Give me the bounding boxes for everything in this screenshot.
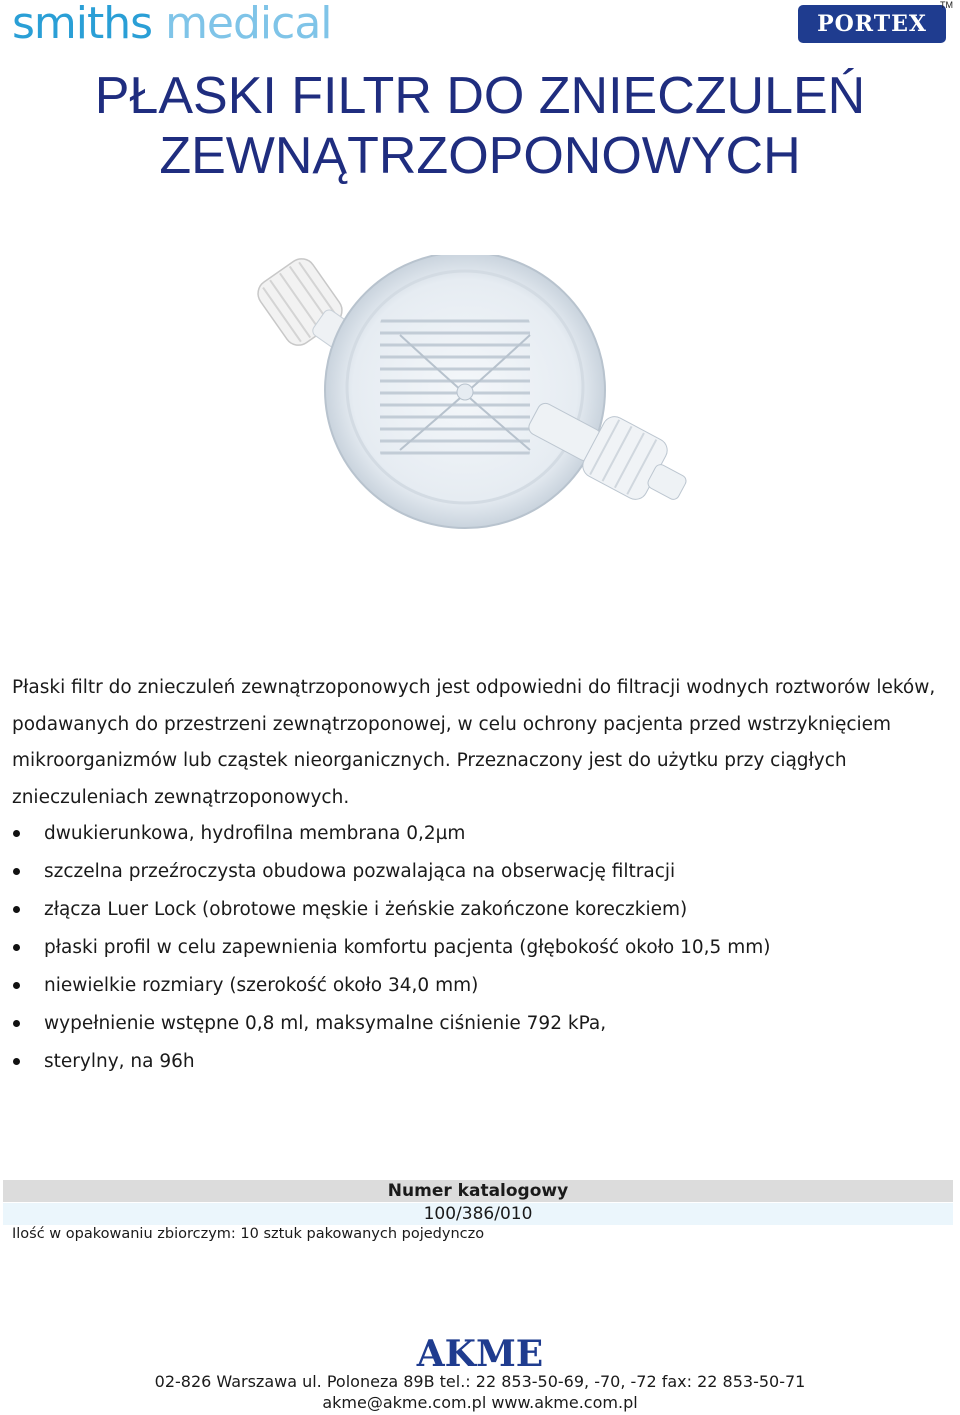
bullet-icon [13,1020,20,1027]
list-item [12,891,947,929]
list-item [12,967,947,1005]
feature-text: sterylny, na 96h [44,1051,195,1072]
feature-text: złącza Luer Lock (obrotowe męskie i żeńskie zakończone koreczkiem) [44,899,688,920]
list-item [12,929,947,967]
feature-text: wypełnienie wstępne 0,8 ml, maksymalne ciśnienie 792 kPa, [44,1013,607,1034]
catalog-number-value: 100/386/010 [3,1203,953,1225]
filter-disc-icon [325,255,605,528]
bullet-icon [13,868,20,875]
footer-contact: akme@akme.com.pl www.akme.com.pl [322,1393,638,1412]
title-line-2: ZEWNĄTRZOPONOWYCH [159,127,801,185]
bullet-icon [13,982,20,989]
feature-text: dwukierunkowa, hydrofilna membrana 0,2µm [44,823,466,844]
bullet-icon [13,1058,20,1065]
feature-list [12,815,947,1081]
portex-logo: PORTEX [798,5,946,43]
list-item [12,853,947,891]
smiths-medical-logo [12,0,332,49]
catalog-number-header: Numer katalogowy [3,1180,953,1202]
product-image [230,255,700,555]
title-line-1: PŁASKI FILTR DO ZNIECZULEŃ [94,67,866,125]
trademark-mark: TM [940,0,953,10]
feature-text: szczelna przeźroczysta obudowa pozwalająca na obserwację filtracji [44,861,676,882]
product-description: Płaski filtr do znieczuleń zewnątrzoponowych jest odpowiedni do filtracji wodnych roztworów leków, podawanych do przestrzeni zewnątrzoponowej, w celu ochrony pacjenta przed wstrzyknięciem mikroorganizmów lub cząstek nieorganicznych. Przeznaczony jest do użytku przy ciągłych znieczuleniach zewnątrzoponowych. [12,677,936,808]
akme-logo: AKME [416,1333,544,1375]
packaging-note: Ilość w opakowaniu zbiorczym: 10 sztuk pakowanych pojedynczo [12,1226,485,1242]
page-title [0,66,960,186]
logo-part-medical: medical [165,0,332,49]
logo-part-smiths: smiths [12,0,166,49]
list-item [12,815,947,853]
feature-text: płaski profil w celu zapewnienia komfortu pacjenta (głębokość około 10,5 mm) [44,937,771,958]
feature-text: niewielkie rozmiary (szerokość około 34,0 mm) [44,975,479,996]
bullet-icon [13,906,20,913]
bullet-icon [13,830,20,837]
footer-address: 02-826 Warszawa ul. Poloneza 89B tel.: 22 853-50-69, -70, -72 fax: 22 853-50-71 [154,1372,806,1391]
bullet-icon [13,944,20,951]
list-item [12,1043,947,1081]
list-item [12,1005,947,1043]
